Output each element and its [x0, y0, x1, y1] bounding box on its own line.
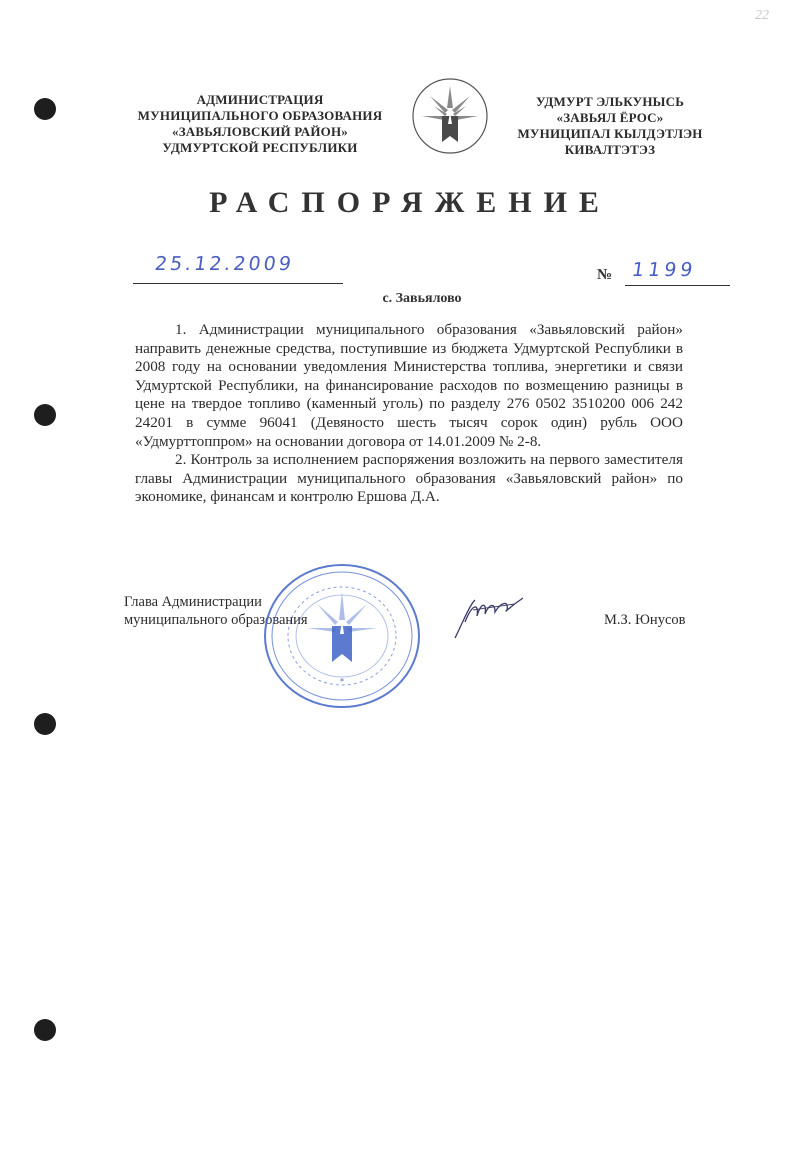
svg-text:*: *	[340, 677, 344, 686]
header-right-line: «ЗАВЬЯЛ ЁРОС»	[556, 110, 664, 125]
position-line: муниципального образования	[124, 612, 308, 628]
header-left-russian	[110, 92, 410, 156]
document-date: 25.12.2009	[153, 253, 296, 275]
punch-hole	[34, 404, 56, 426]
signatory-name: М.З. Юнусов	[604, 612, 686, 628]
header-left-line: «ЗАВЬЯЛОВСКИЙ РАЙОН»	[172, 124, 348, 139]
handwritten-signature-icon	[445, 592, 530, 642]
date-underline	[133, 283, 343, 284]
punch-hole	[34, 98, 56, 120]
number-label: №	[597, 267, 613, 283]
header-left-line: МУНИЦИПАЛЬНОГО ОБРАЗОВАНИЯ	[137, 108, 383, 123]
document-number: 1199	[630, 259, 698, 281]
coat-of-arms-icon	[410, 76, 490, 156]
punch-hole	[34, 713, 56, 735]
position-line: Глава Администрации	[124, 594, 262, 610]
punch-hole	[34, 1019, 56, 1041]
header-right-line: МУНИЦИПАЛ КЫЛДЭТЛЭН	[517, 126, 703, 141]
place-of-issue: с. Завьялово	[382, 291, 462, 306]
header-right-line: КИВАЛТЭТЭЗ	[564, 142, 656, 157]
header-left-line: УДМУРТСКОЙ РЕСПУБЛИКИ	[162, 140, 358, 155]
document-body	[135, 321, 683, 507]
paragraph: 1. Администрации муниципального образования «Завьяловский район» направить денежные средства, поступившие из бюджета Удмуртской Республики в 2008 году на основании уведомления Министерства топлива, энергетики и связи Удмуртской Республики, на финансирование расходов по возмещению разницы в цене на твердое топливо (каменный уголь) по разделу 276 0502 3510200 006 242 24201 в сумме 96041 (Девяносто шесть тысяч сорок один) рубль ООО «Удмурттоппром» на основании договора от 14.01.2009 № 2-8.	[135, 321, 683, 450]
header-right-line: УДМУРТ ЭЛЬКУНЫСЬ	[535, 94, 685, 109]
document-title: РАСПОРЯЖЕНИЕ	[209, 186, 611, 219]
official-seal-icon	[262, 562, 422, 710]
number-underline	[625, 285, 730, 286]
paragraph: 2. Контроль за исполнением распоряжения возложить на первого заместителя главы Администрации муниципального образования «Завьяловский район» по экономике, финансам и контролю Ершова Д.А.	[135, 451, 683, 506]
header-right-udmurt	[505, 94, 715, 158]
header-left-line: АДМИНИСТРАЦИЯ	[196, 92, 324, 107]
page-number-mark: 22	[755, 8, 769, 23]
